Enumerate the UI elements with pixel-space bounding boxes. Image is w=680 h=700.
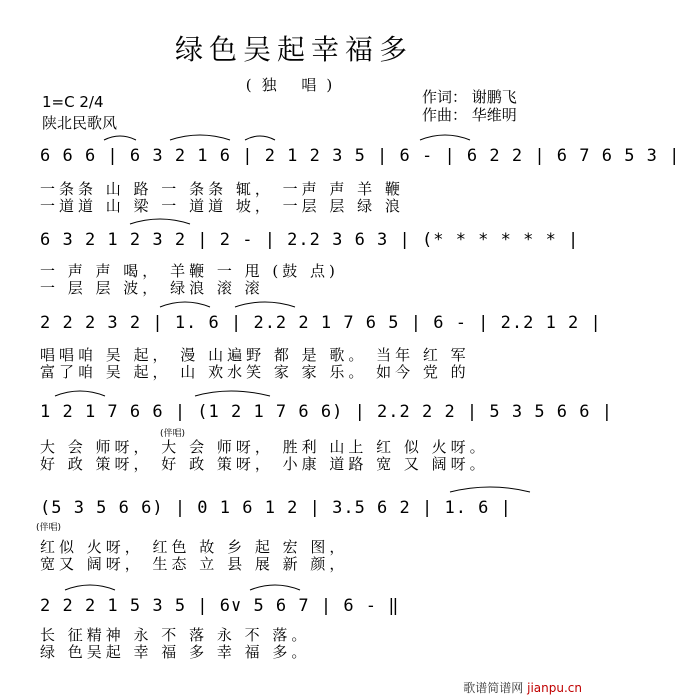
notation-line-1: 6 6 6 | 6 3 2 1 6 | 2 1 2 3 5 | 6 - | 6 2 2 | 6 7 6 5 3 |: [40, 146, 680, 166]
watermark: [463, 679, 582, 696]
lyrics-line-4-verse-2: 好 政 策呀， 好 政 策呀， 小康 道路 宽 又 阔呀。: [40, 455, 489, 473]
lyrics-line-5-verse-1: 红似 火呀， 红色 故 乡 起 宏 图，: [40, 538, 349, 556]
slur-mark: [160, 302, 210, 307]
song-title: 绿色吴起幸福多: [174, 33, 413, 66]
slur-mark: [450, 487, 530, 492]
lyrics-line-4-verse-1: 大 会 师呀， 大 会 师呀， 胜利 山上 红 似 火呀。: [40, 438, 489, 456]
slur-mark: [250, 585, 300, 590]
accompaniment-label-1: (伴唱): [160, 429, 186, 439]
lyrics-line-5-verse-2: 宽又 阔呀， 生态 立 县 展 新 颜，: [40, 555, 349, 573]
slur-mark: [195, 391, 270, 396]
lyrics-line-2-verse-1: 一 声 声 喝， 羊鞭 一 甩 (鼓 点): [40, 262, 339, 280]
slur-mark: [55, 391, 105, 396]
key-signature: 1=C 2/4: [42, 93, 104, 111]
lyrics-line-3-verse-1: 唱唱咱 吴 起， 漫 山遍野 都 是 歌。 当年 红 军: [40, 346, 470, 364]
watermark-site: 歌谱简谱网: [463, 681, 524, 695]
notation-line-2: 6 3 2 1 2 3 2 | 2 - | 2.2 3 6 3 | (* * * * * * |: [40, 230, 580, 250]
watermark-domain: jianpu.cn: [527, 681, 582, 695]
notation-line-6: 2 2 2 1 5 3 5 | 6∨ 5 6 7 | 6 - ‖: [40, 596, 400, 616]
lyrics-line-1-verse-2: 一道道 山 梁 一 道道 坡， 一层 层 绿 浪: [40, 197, 404, 215]
notation-line-5: (5 3 5 6 6) | 0 1 6 1 2 | 3.5 6 2 | 1. 6 |: [40, 498, 512, 518]
performance-type: (独 唱): [245, 76, 343, 94]
notation-line-3: 2 2 2 3 2 | 1. 6 | 2.2 2 1 7 6 5 | 6 - | 2.2 1 2 |: [40, 313, 602, 333]
lyricist-credit: 作词： 谢鹏飞: [422, 88, 517, 106]
notation-line-4: 1 2 1 7 6 6 | (1 2 1 7 6 6) | 2.2 2 2 | 5 3 5 6 6 |: [40, 402, 613, 422]
slur-mark: [130, 219, 190, 224]
lyrics-line-1-verse-1: 一条条 山 路 一 条条 辄， 一声 声 羊 鞭: [40, 180, 404, 198]
slur-mark: [104, 136, 136, 140]
slur-mark: [170, 135, 230, 140]
lyrics-line-6-verse-1: 长 征精神 永 不 落 永 不 落。: [40, 626, 311, 644]
lyrics-line-2-verse-2: 一 层 层 波， 绿浪 滚 滚: [40, 279, 264, 297]
lyrics-line-3-verse-2: 富了咱 吴 起， 山 欢水笑 家 家 乐。 如今 党 的: [40, 363, 470, 381]
lyrics-line-6-verse-2: 绿 色吴起 幸 福 多 幸 福 多。: [40, 643, 311, 661]
slur-mark: [245, 136, 275, 140]
slur-mark: [65, 585, 115, 590]
slur-mark: [420, 135, 470, 140]
slur-mark: [235, 302, 295, 307]
accompaniment-label-2: (伴唱): [36, 523, 62, 533]
composer-credit: 作曲： 华维明: [422, 106, 517, 124]
music-style: 陕北民歌风: [42, 114, 118, 132]
